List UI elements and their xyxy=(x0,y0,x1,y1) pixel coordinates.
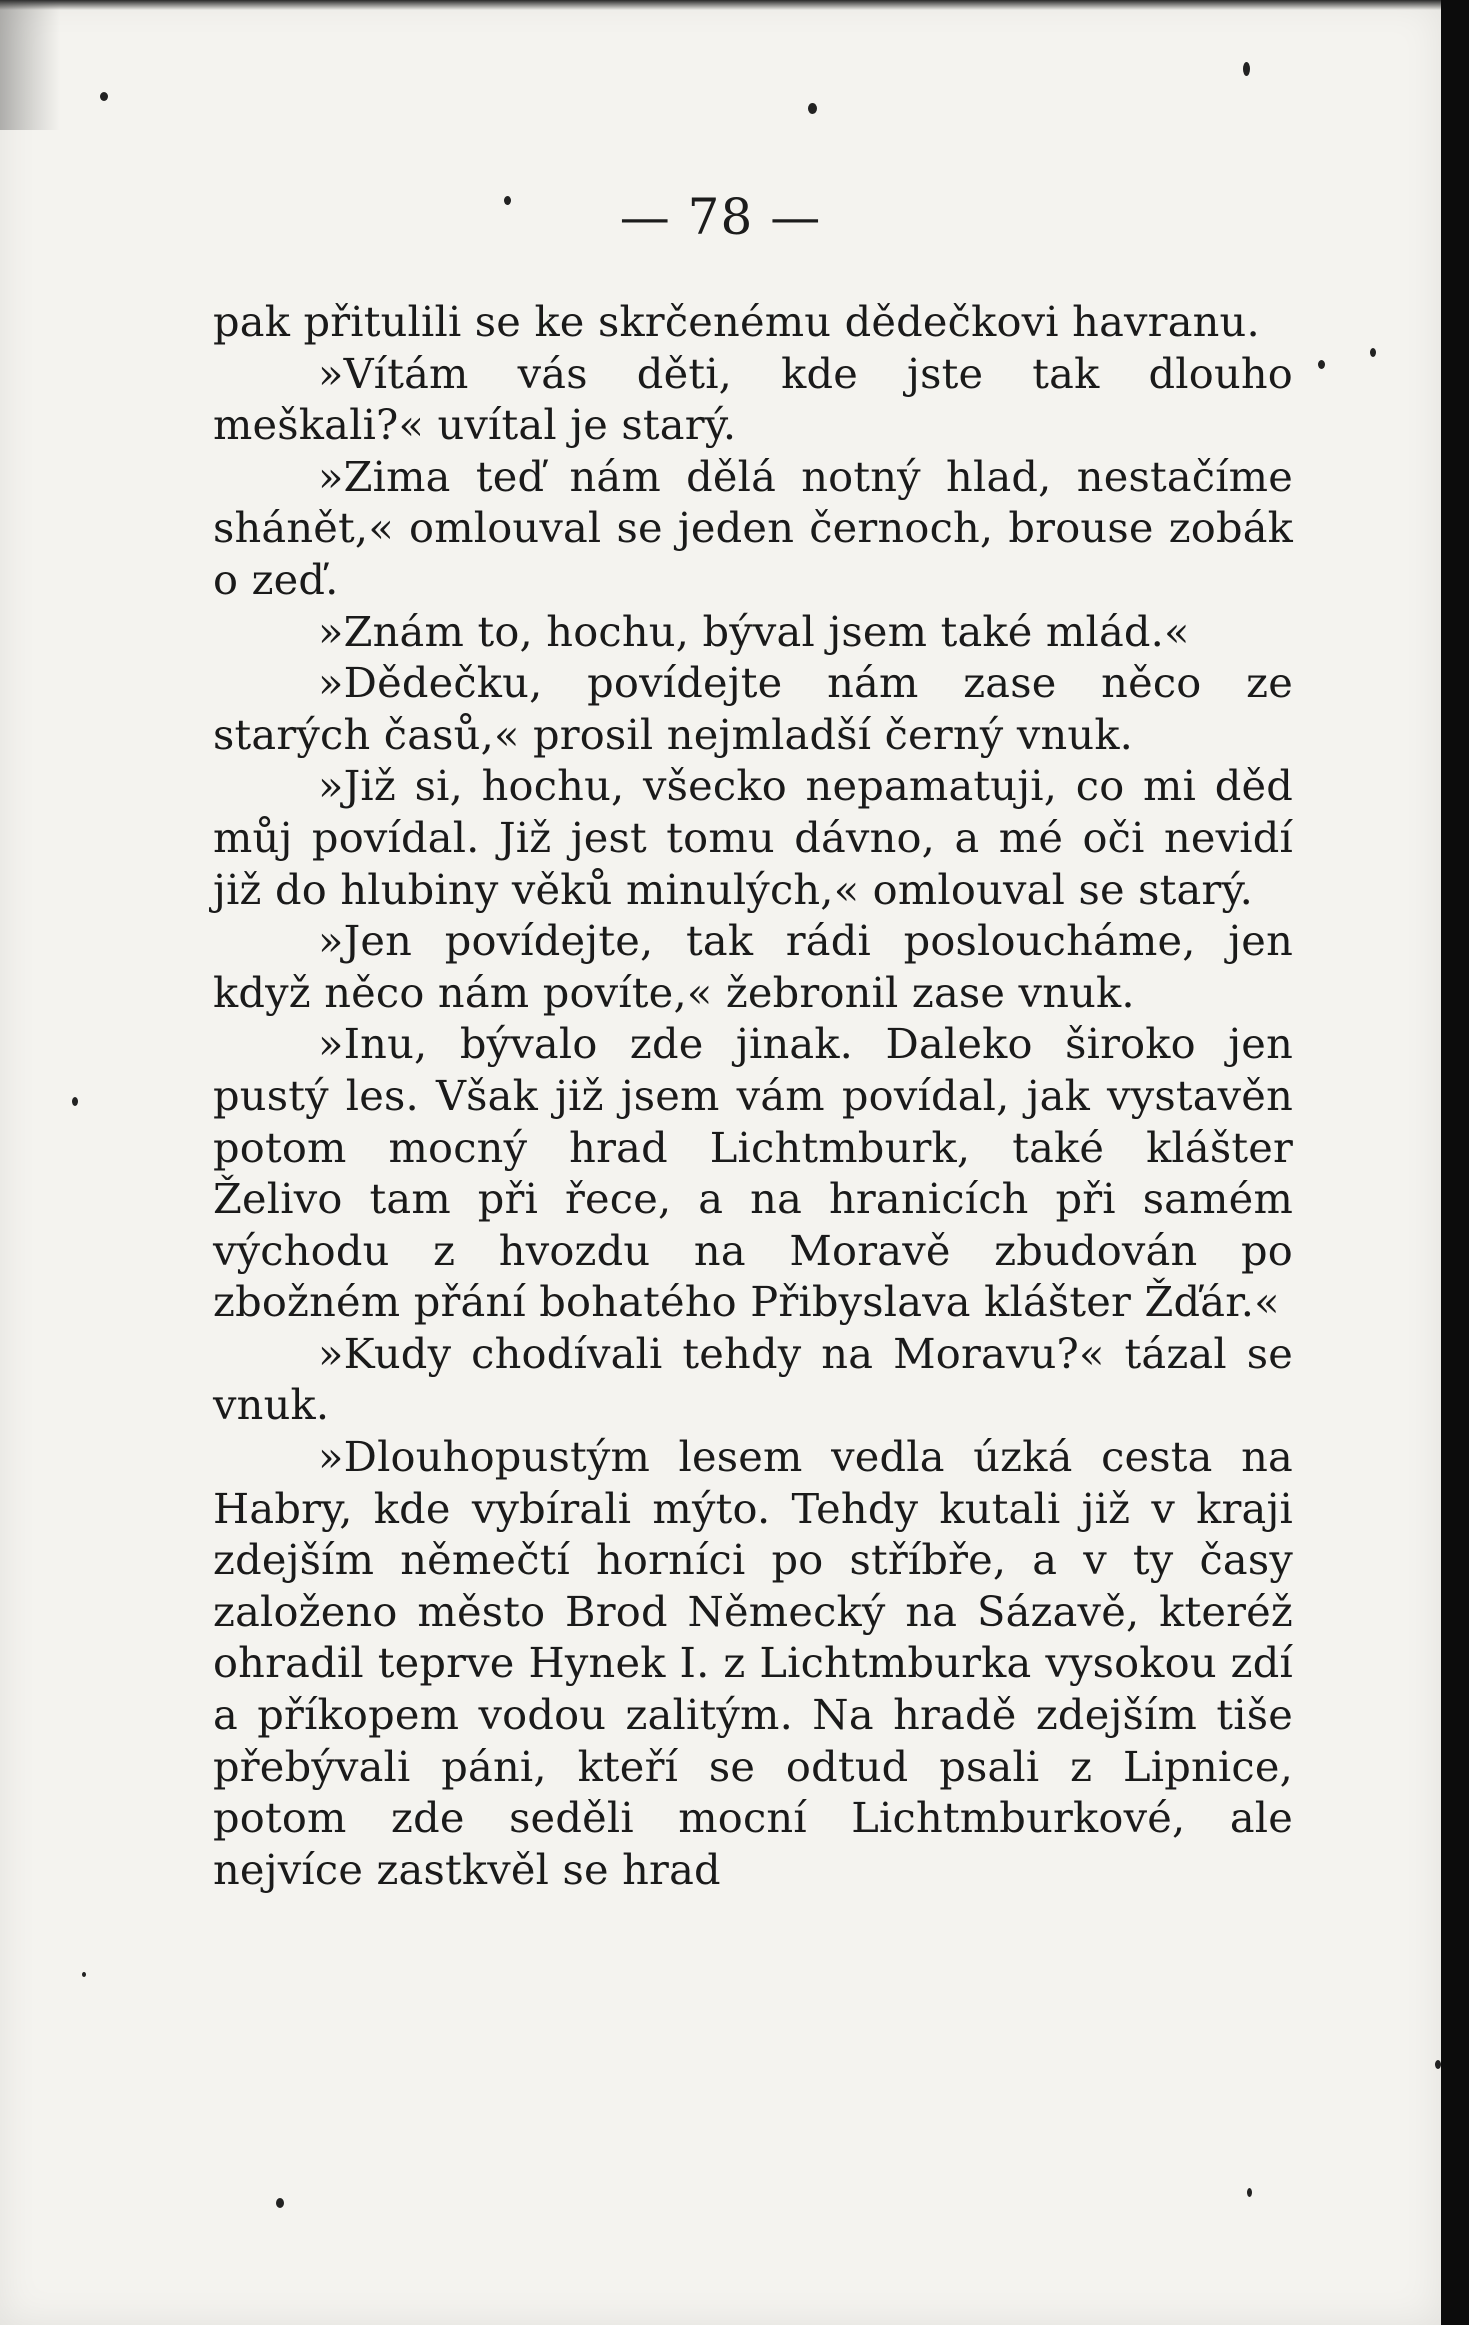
scan-speck xyxy=(82,1972,86,1977)
paragraph: »Kudy chodívali tehdy na Moravu?« tázal se vnuk. xyxy=(213,1328,1293,1430)
paragraph: »Zima teď nám dělá notný hlad, nestačíme shánět,« omlouval se jeden černoch, brouse zobák o zeď. xyxy=(213,451,1293,604)
scan-speck xyxy=(808,103,817,114)
paragraph: »Jen povídejte, tak rádi posloucháme, jen když něco nám povíte,« žebronil zase vnuk. xyxy=(213,916,1293,1017)
top-scan-edge xyxy=(0,0,1441,10)
paragraph: »Dědečku, povídejte nám zase něco ze starých časů,« prosil nejmladší černý vnuk. xyxy=(213,658,1293,759)
scan-speck xyxy=(276,2198,284,2208)
scan-speck xyxy=(1370,348,1376,357)
right-scan-edge xyxy=(1441,0,1469,2325)
paragraph: »Znám to, hochu, býval jsem také mlád.« xyxy=(318,606,1190,656)
scan-speck xyxy=(100,92,108,101)
paragraph: »Dlouhopustým lesem vedla úzká cesta na Habry, kde vybírali mýto. Tehdy kutali již v kraji zdejším němečtí horníci po stříbře, a v ty časy založeno město Brod Německý na Sázavě, kteréž ohradil teprve Hynek I. z Lichtmburka vysokou zdí a příkopem vodou zalitým. Na hradě zdejším tiše přebývali páni, kteří se odtud psali z Lipnice, potom zde seděli mocní Lichtmburkové, ale nejvíce zastkvěl se hrad xyxy=(213,1432,1293,1894)
left-scan-shadow xyxy=(0,0,60,130)
paragraph: »Vítám vás děti, kde jste tak dlouho meškali?« uvítal je starý. xyxy=(213,348,1293,450)
scan-speck xyxy=(1318,360,1325,369)
scan-speck xyxy=(1247,2188,1252,2197)
page-text xyxy=(213,296,1293,1895)
scan-speck xyxy=(72,1097,78,1106)
scan-speck xyxy=(504,196,511,205)
scan-speck xyxy=(1243,62,1250,76)
paragraph: »Již si, hochu, všecko nepamatuji, co mi děd můj povídal. Již jest tomu dávno, a mé oči nevidí již do hlubiny věků minulých,« omlouval se starý. xyxy=(213,761,1293,914)
paragraph: pak přitulili se ke skrčenému dědečkovi havranu. xyxy=(213,297,1260,346)
paragraph: »Inu, bývalo zde jinak. Daleko široko jen pustý les. Však již jsem vám povídal, jak vystavěn potom mocný hrad Lichtmburk, také klášter Želivo tam při řece, a na hranicích při samém východu z hvozdu na Moravě zbudován po zbožném přání bohatého Přibyslava klášter Žďár.« xyxy=(213,1019,1293,1327)
page-number: — 78 — xyxy=(619,188,822,246)
